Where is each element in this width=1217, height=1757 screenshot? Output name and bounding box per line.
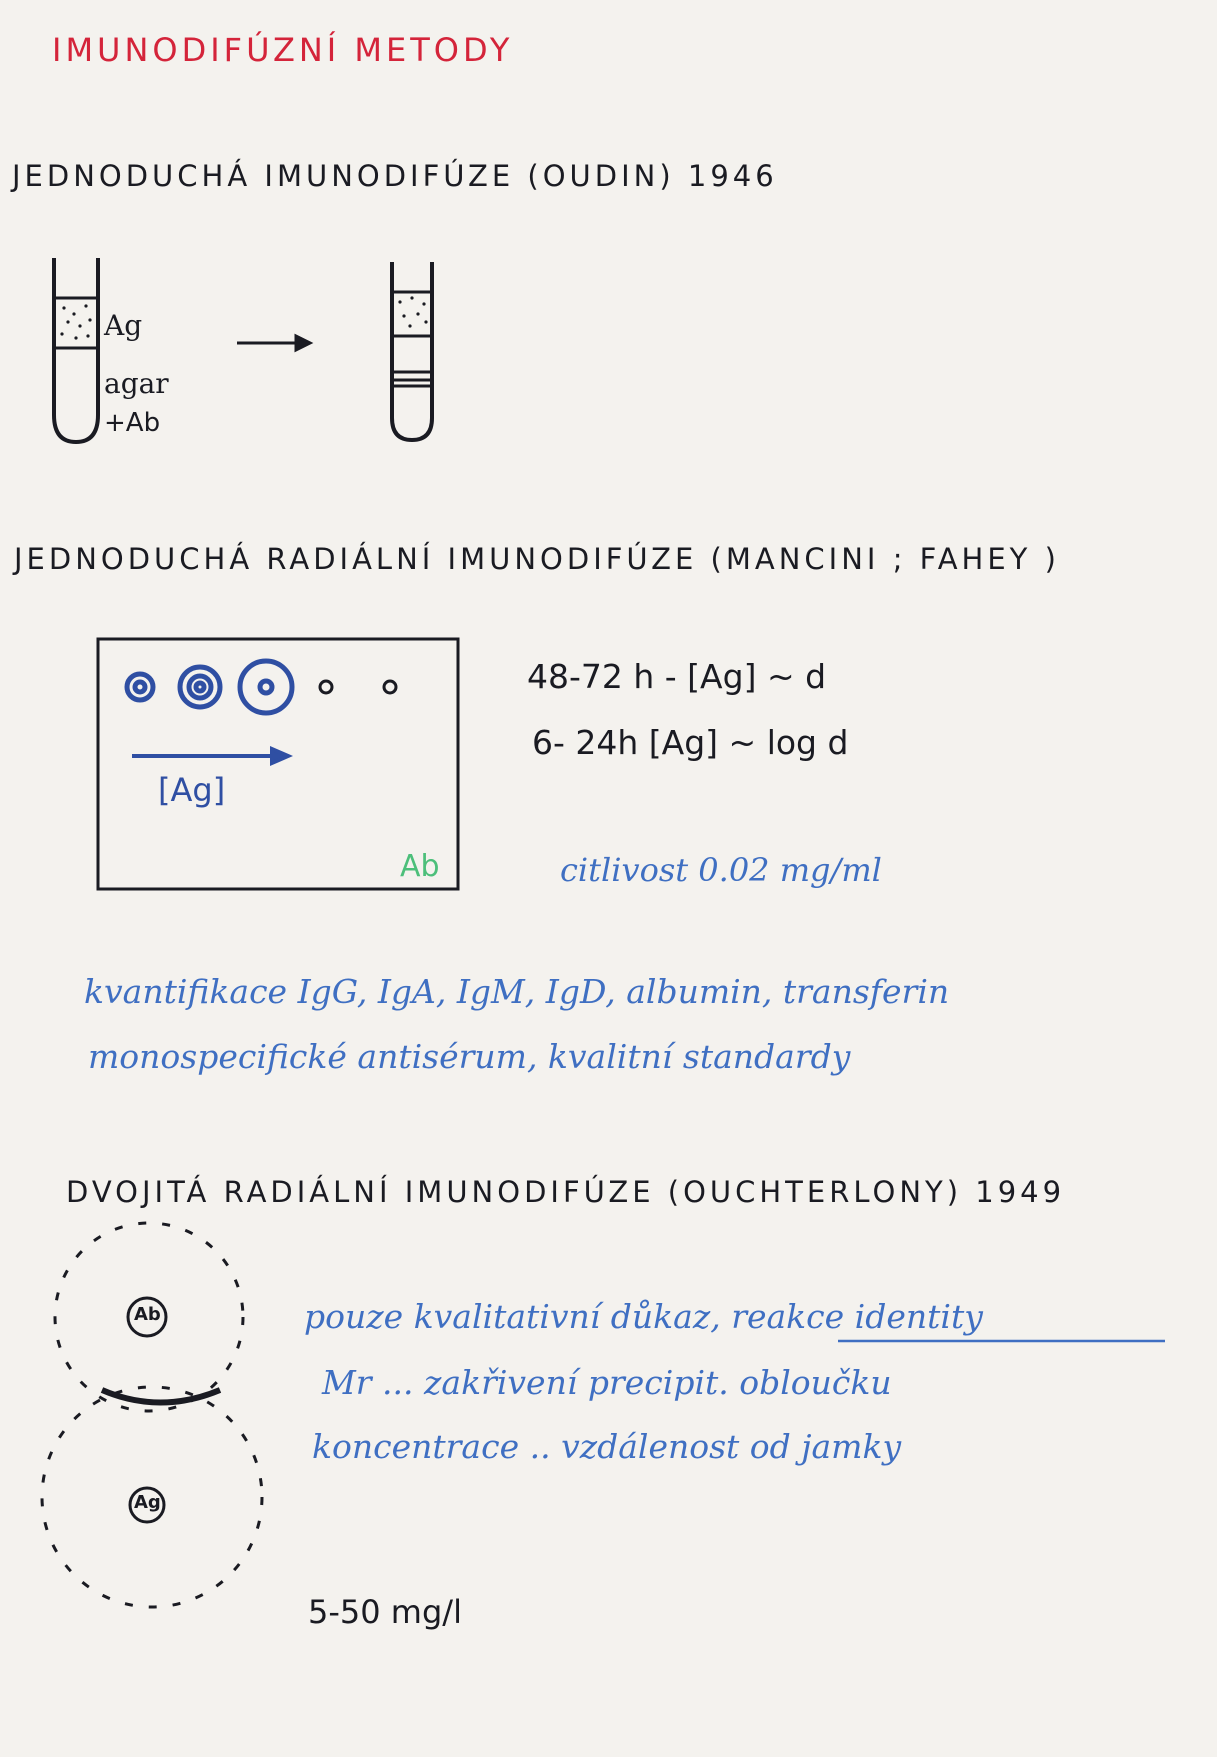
concentration-note: koncentrace .. vzdálenost od jamky [312,1427,902,1466]
well-label-ab: Ab [134,1304,161,1325]
tube-label-agar: agar [104,367,169,400]
tube-label-ab: +Ab [104,408,161,438]
right-arrow-icon [237,336,310,350]
test-tube-after [392,262,432,440]
time-line-2: 6- 24h [Ag] ~ log d [532,723,849,762]
empty-wells [320,681,396,693]
range-note: 5-50 mg/l [308,1593,462,1631]
qualitative-note [304,1297,983,1336]
time-line-1: 48-72 h - [Ag] ~ d [527,657,827,696]
plate-corner-label: Ab [400,849,440,884]
antiserum-note: monospecifické antisérum, kvalitní standardy [88,1037,851,1076]
precipitation-rings [127,661,292,713]
curvature-note: Mr ... zakřivení precipit. obloučku [322,1363,892,1402]
section-heading-radial-diffusion: JEDNODUCHÁ RADIÁLNÍ IMUNODIFÚZE (MANCINI ; FAHEY ) [14,542,1060,576]
ouchterlony-diagram [42,1223,262,1607]
quantification-note: kvantifikace IgG, IgA, IgM, IgD, albumin, transferin [84,972,950,1011]
section-heading-double-diffusion: DVOJITÁ RADIÁLNÍ IMUNODIFÚZE (OUCHTERLONY) 1949 [66,1175,1066,1209]
plate-arrow-label: [Ag] [158,771,226,809]
identity-reaction-text: reakce identity [731,1297,983,1336]
test-tube-before [54,258,98,442]
tube-label-ag: Ag [104,309,143,342]
concentration-arrow-icon [132,749,288,763]
section-heading-single-diffusion: JEDNODUCHÁ IMUNODIFÚZE (OUDIN) 1946 [12,159,778,193]
antigen-dots-tube-1 [60,304,91,339]
qualitative-note-prefix: pouze kvalitativní důkaz, [304,1297,721,1336]
well-label-ag: Ag [134,1492,161,1513]
antigen-dots-tube-2 [398,296,427,327]
page-title: IMUNODIFÚZNÍ METODY [52,31,514,69]
sensitivity-note: citlivost 0.02 mg/ml [560,851,882,889]
